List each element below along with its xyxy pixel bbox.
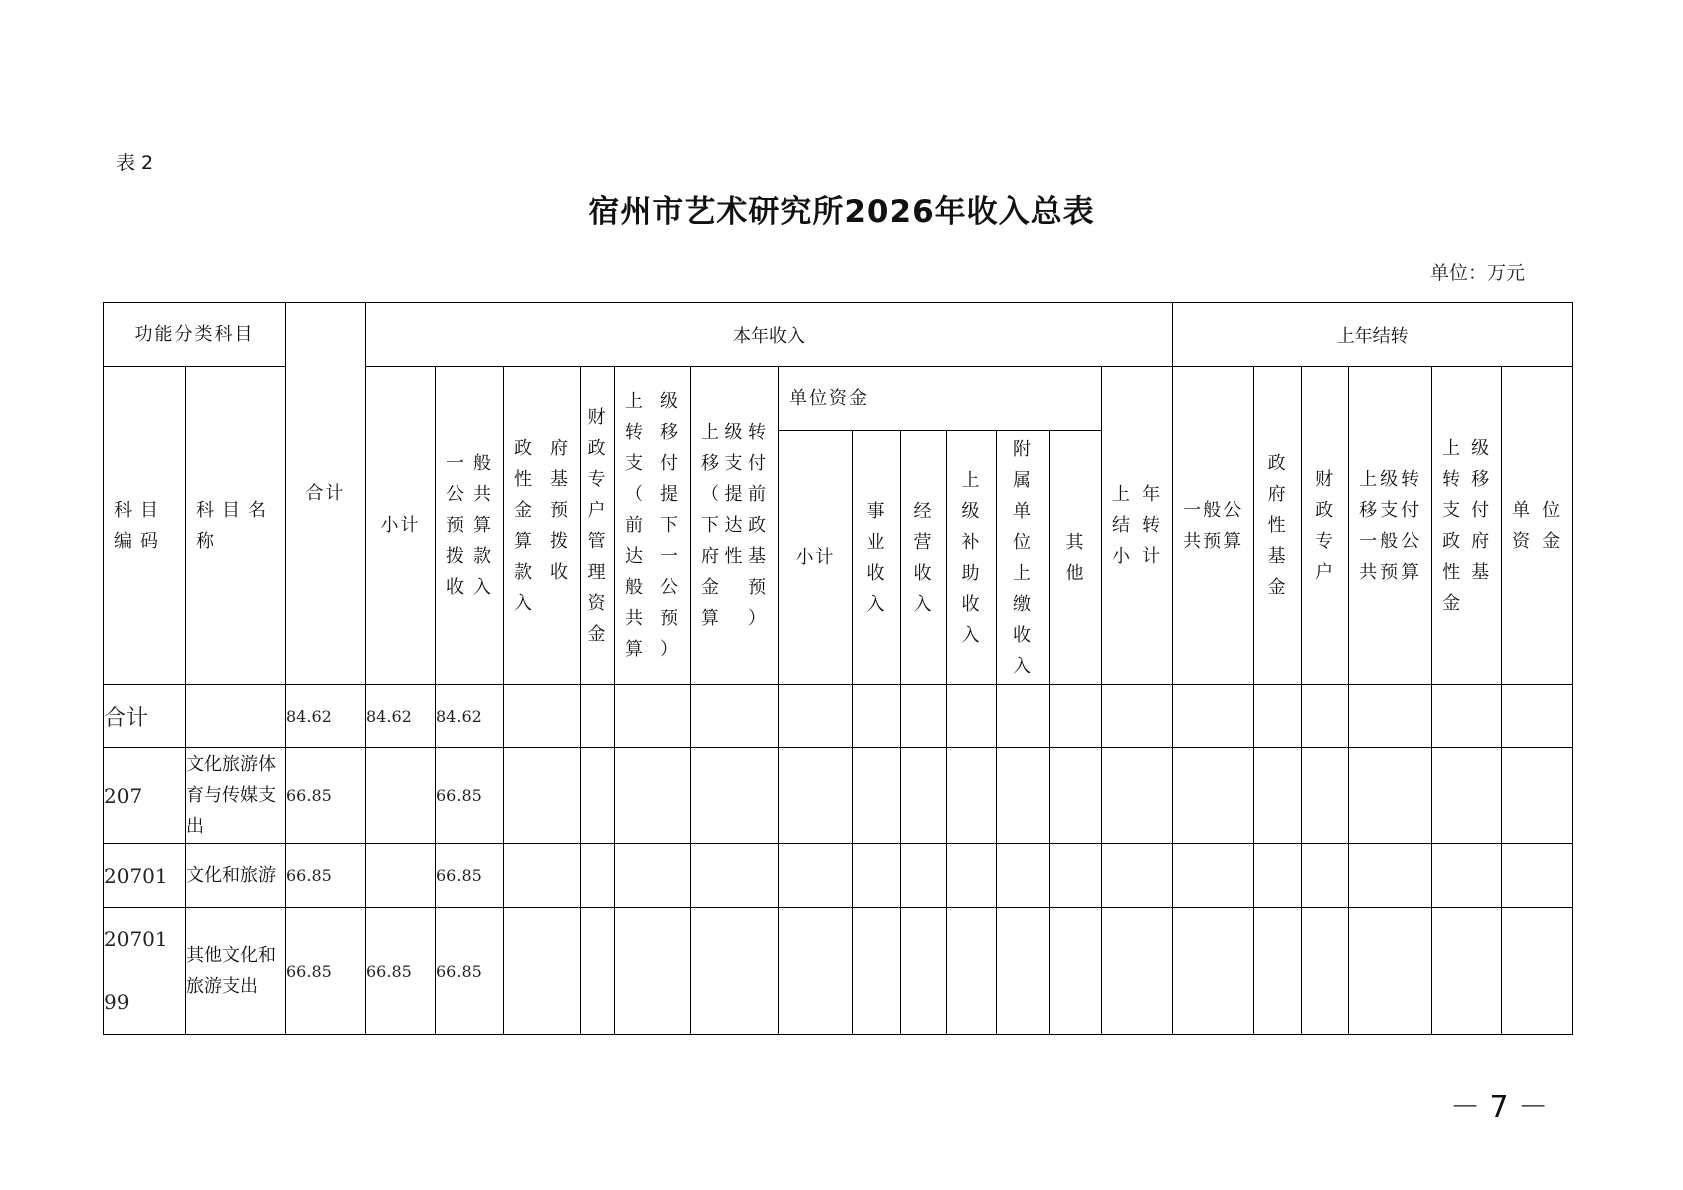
header-other: 其他: [1050, 431, 1102, 685]
header-carry-general: 一般公共预算: [1173, 367, 1254, 685]
table-number: 表 2: [116, 152, 154, 174]
header-total: 合计: [286, 303, 366, 685]
unit-label: 单位：万元: [1430, 262, 1526, 284]
header-carry-transfer-fund: 上级转移支付政府性基金: [1432, 367, 1502, 685]
header-carry-unit: 单位资金: [1502, 367, 1573, 685]
row-name: 文化和旅游: [186, 844, 286, 908]
table-row: [104, 844, 1573, 908]
page-number: － 7 －: [1450, 1090, 1549, 1125]
header-affiliated-income: 附属单位上缴收入: [997, 431, 1050, 685]
header-carryover: 上年结转: [1173, 303, 1573, 367]
header-carry-transfer-general: 上级转移支付一般公共预算: [1349, 367, 1432, 685]
header-unit-funds: 单位资金: [779, 367, 1102, 431]
row-code: 20701: [104, 844, 186, 908]
income-table: [103, 302, 1573, 1035]
row-subtotal: [366, 844, 436, 908]
row-total: 66.85: [286, 844, 366, 908]
row-name: 其他文化和旅游支出: [186, 908, 286, 1035]
row-subtotal: 84.62: [366, 685, 436, 748]
row-general-budget: 66.85: [436, 908, 504, 1035]
header-current-income: 本年收入: [366, 303, 1173, 367]
header-transfer-general: 上级转移支付（提前下达一般公共预算）: [615, 367, 691, 685]
row-code: 2070199: [104, 908, 186, 1035]
row-total: 66.85: [286, 908, 366, 1035]
row-subtotal: 66.85: [366, 908, 436, 1035]
row-code: 207: [104, 748, 186, 844]
header-unit-subtotal: 小计: [779, 431, 853, 685]
header-subtotal: 小计: [366, 367, 436, 685]
page-title: 宿州市艺术研究所2026年收入总表: [588, 194, 1095, 230]
header-operating-income: 经营收入: [901, 431, 947, 685]
header-name: 科目名称: [186, 367, 286, 685]
header-superior-subsidy: 上级补助收入: [947, 431, 997, 685]
row-subtotal: [366, 748, 436, 844]
row-total: 84.62: [286, 685, 366, 748]
row-general-budget: 66.85: [436, 844, 504, 908]
table-row: [104, 685, 1573, 748]
header-transfer-fund: 上级转移支付（提前下达政府性基金预算）: [691, 367, 779, 685]
header-carry-subtotal: 上年结转小计: [1102, 367, 1173, 685]
row-general-budget: 84.62: [436, 685, 504, 748]
header-general-budget: 一般公共预算拨款收入: [436, 367, 504, 685]
header-func-class: 功能分类科目: [104, 303, 286, 367]
header-gov-fund: 政府性基金预算拨款收入: [504, 367, 581, 685]
row-total: 66.85: [286, 748, 366, 844]
row-name: [186, 685, 286, 748]
header-business-income: 事业收入: [853, 431, 901, 685]
header-carry-gov-fund: 政府性基金: [1254, 367, 1302, 685]
row-code: 合计: [104, 685, 186, 748]
header-code: 科目编码: [104, 367, 186, 685]
row-general-budget: 66.85: [436, 748, 504, 844]
header-carry-fiscal: 财政专户: [1302, 367, 1349, 685]
table-row: [104, 908, 1573, 1035]
table-row: [104, 748, 1573, 844]
row-name: 文化旅游体育与传媒支出: [186, 748, 286, 844]
header-fiscal-special: 财政专户管理资金: [581, 367, 615, 685]
